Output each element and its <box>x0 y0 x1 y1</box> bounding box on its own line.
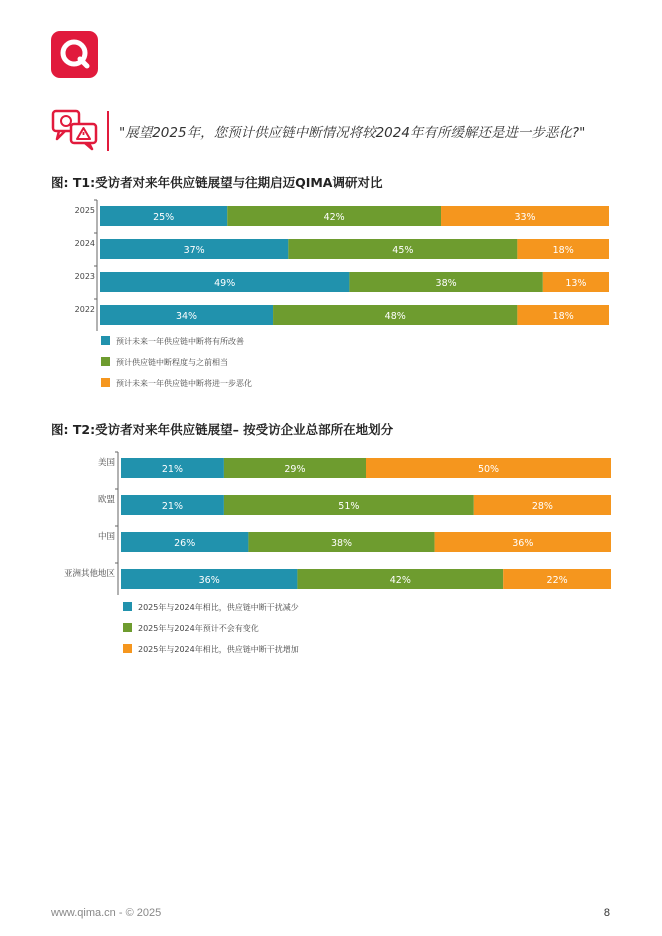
data-label: 51% <box>338 501 360 512</box>
legend-swatch <box>101 357 110 366</box>
legend-label: 预计未来一年供应链中断将进一步恶化 <box>116 379 252 388</box>
divider-line <box>107 111 109 151</box>
data-label: 42% <box>323 212 345 223</box>
footer-source: www.qima.cn - © 2025 <box>51 907 162 919</box>
data-label: 21% <box>161 501 184 512</box>
data-label: 33% <box>514 212 536 223</box>
data-label: 25% <box>153 212 175 223</box>
category-label: 美国 <box>97 458 115 468</box>
legend-label: 2025年与2024年相比，供应链中断干扰减少 <box>138 603 299 612</box>
survey-question: "展望2025年，您预计供应链中断情况将较2024年有所缓解还是进一步恶化?" <box>119 125 586 141</box>
data-label: 48% <box>384 311 406 322</box>
data-label: 50% <box>477 464 500 475</box>
data-label: 38% <box>435 278 457 289</box>
data-label: 42% <box>389 575 411 586</box>
category-label: 2022 <box>74 305 95 314</box>
stacked-bar-chart-t1 <box>0 196 662 401</box>
category-label: 2025 <box>74 206 95 215</box>
qima-logo-icon <box>51 31 98 78</box>
legend-swatch <box>123 623 132 632</box>
data-label: 49% <box>214 278 236 289</box>
legend-label: 预计供应链中断程度与之前相当 <box>116 358 228 367</box>
data-label: 37% <box>183 245 205 256</box>
legend-swatch <box>123 602 132 611</box>
legend-label: 2025年与2024年相比，供应链中断干扰增加 <box>138 645 299 654</box>
data-label: 13% <box>565 278 587 289</box>
legend-swatch <box>123 644 132 653</box>
data-label: 36% <box>512 538 534 549</box>
category-label: 2024 <box>74 239 95 248</box>
data-label: 34% <box>175 311 198 322</box>
legend-label: 预计未来一年供应链中断将有所改善 <box>116 337 244 346</box>
category-label: 2023 <box>74 272 95 281</box>
category-label: 中国 <box>97 532 115 542</box>
data-label: 29% <box>284 464 306 475</box>
legend-label: 2025年与2024年预计不会有变化 <box>138 624 259 633</box>
legend-swatch <box>101 336 110 345</box>
data-label: 26% <box>174 538 196 549</box>
data-label: 38% <box>330 538 353 549</box>
data-label: 36% <box>198 575 220 586</box>
stacked-bar-chart-t2 <box>0 449 662 664</box>
chart-title-t1: 图: T1:受访者对来年供应链展望与往期启迈QIMA调研对比 <box>51 175 383 190</box>
category-label: 欧盟 <box>97 495 115 505</box>
data-label: 22% <box>546 575 568 586</box>
data-label: 45% <box>392 245 414 256</box>
legend-swatch <box>101 378 110 387</box>
chat-bubbles-icon <box>51 109 99 151</box>
data-label: 18% <box>552 311 574 322</box>
data-label: 28% <box>531 501 553 512</box>
chart-title-t2: 图: T2:受访者对来年供应链展望– 按受访企业总部所在地划分 <box>51 422 394 437</box>
data-label: 21% <box>161 464 184 475</box>
page-number: 8 <box>603 907 610 919</box>
data-label: 18% <box>552 245 574 256</box>
category-label: 亚洲其他地区 <box>63 569 115 579</box>
